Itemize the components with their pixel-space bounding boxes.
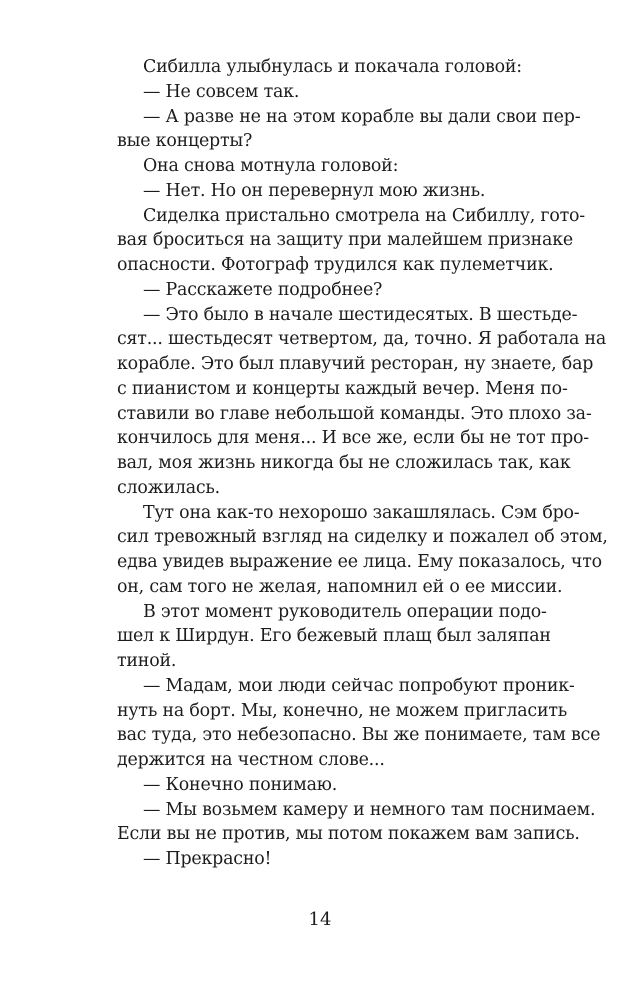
text-line: нуть на борт. Мы, конечно, не можем пригласить: [117, 700, 568, 721]
text-line: — А разве не на этом корабле вы дали свои пер-: [143, 106, 581, 127]
text-line: сложилась.: [117, 477, 220, 498]
text-line: — Конечно понимаю.: [143, 774, 338, 795]
text-line: В этот момент руководитель операции подо-: [143, 601, 547, 622]
text-line: с пианистом и концерты каждый вечер. Меня по-: [117, 378, 568, 399]
text-line: — Расскажете подробнее?: [143, 279, 383, 300]
text-line: держится на честном слове...: [117, 750, 385, 770]
text-line: Сиделка пристально смотрела на Сибиллу, гото-: [143, 205, 585, 226]
text-line: кончилось для меня... И все же, если бы не тот про-: [117, 428, 589, 449]
text-line: тиной.: [117, 651, 177, 671]
text-line: опасности. Фотограф трудился как пулеметчик.: [117, 255, 554, 275]
text-line: корабле. Это был плавучий ресторан, ну знаете, бар: [117, 354, 594, 374]
text-line: Если вы не против, мы потом покажем вам запись.: [117, 824, 580, 845]
text-line: ставили во главе небольшой команды. Это плохо за-: [117, 403, 592, 424]
text-line: Тут она как-то нехорошо закашлялась. Сэм бро-: [143, 502, 580, 523]
text-line: — Нет. Но он перевернул мою жизнь.: [143, 180, 486, 201]
text-line: вая броситься на защиту при малейшем признаке: [117, 230, 573, 251]
text-line: он, сам того не желая, напомнил ей о ее миссии.: [117, 576, 563, 597]
text-line: вал, моя жизнь никогда бы не сложилась так, как: [117, 453, 571, 473]
text-line: вые концерты?: [117, 131, 253, 152]
text-line: Сибилла улыбнулась и покачала головой:: [143, 57, 522, 77]
text-line: — Прекрасно!: [143, 849, 272, 869]
text-line: — Мы возьмем камеру и немного там поснимаем.: [143, 799, 596, 820]
page-number: 14: [308, 909, 332, 930]
text-line: — Мадам, мои люди сейчас попробуют проник-: [143, 675, 575, 696]
text-line: вас туда, это небезопасно. Вы же понимаете, там все: [117, 725, 601, 746]
text-line: сил тревожный взгляд на сиделку и пожалел об этом,: [117, 527, 608, 548]
text-line: — Не совсем так.: [143, 81, 300, 102]
text-line: сят... шестьдесят четвертом, да, точно. Я работала на: [117, 329, 607, 350]
text-line: — Это было в начале шестидесятых. В шестьде-: [143, 304, 578, 325]
text-line: Она снова мотнула головой:: [143, 156, 399, 176]
text-line: шел к Ширдун. Его бежевый плащ был заляпан: [117, 626, 551, 647]
text-line: едва увидев выражение ее лица. Ему показалось, что: [117, 552, 602, 572]
